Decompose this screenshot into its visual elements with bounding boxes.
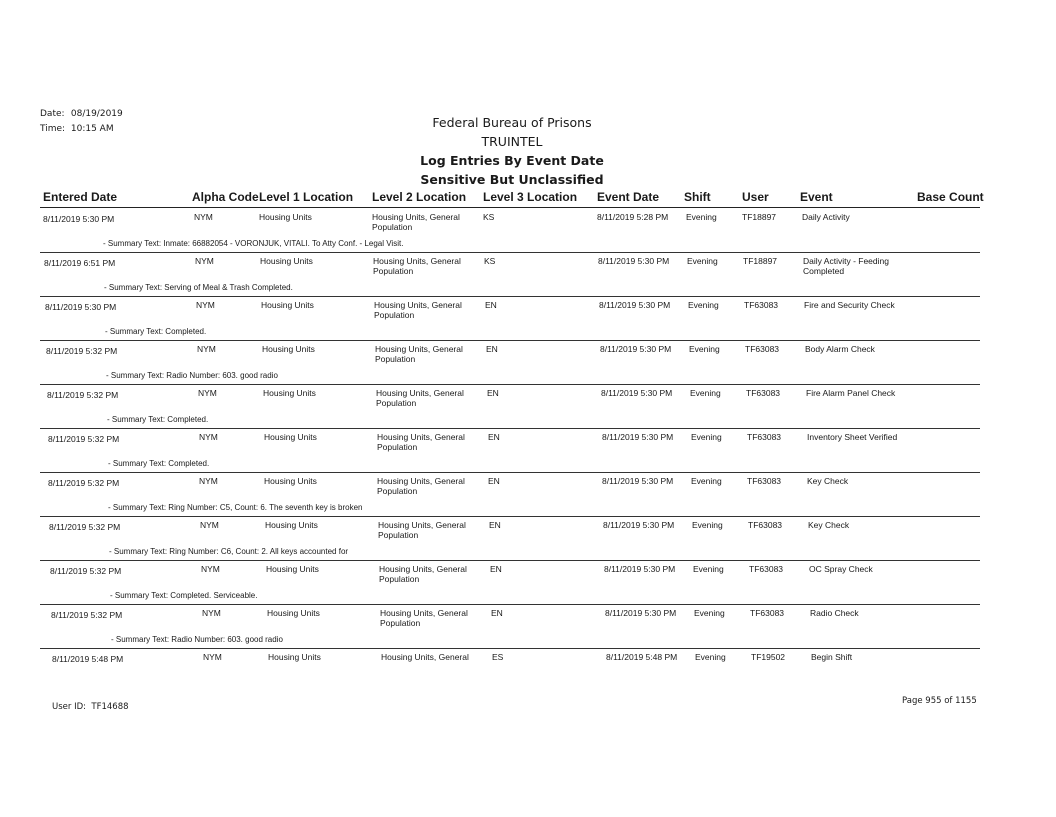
event-date-cell: 8/11/2019 5:28 PM <box>597 212 669 222</box>
level1-cell: Housing Units <box>260 256 313 266</box>
header-rule <box>40 207 980 208</box>
user-cell: TF63083 <box>748 520 783 530</box>
alpha-code-cell: NYM <box>197 344 216 354</box>
event-cell: Body Alarm Check <box>805 344 875 354</box>
summary-text: - Summary Text: Completed. <box>107 415 209 424</box>
alpha-code-cell: NYM <box>199 476 218 486</box>
row-divider <box>40 296 980 297</box>
level3-cell: EN <box>488 476 500 486</box>
shift-cell: Evening <box>688 300 719 310</box>
row-divider <box>40 472 980 473</box>
summary-text: - Summary Text: Completed. Serviceable. <box>110 591 258 600</box>
level3-cell: EN <box>488 432 500 442</box>
user-cell: TF63083 <box>745 344 780 354</box>
footer-user-id-value: TF14688 <box>91 702 129 712</box>
level3-cell: EN <box>490 564 502 574</box>
col-header-event: Event <box>800 190 833 204</box>
user-cell: TF18897 <box>742 212 777 222</box>
alpha-code-cell: NYM <box>200 520 219 530</box>
user-cell: TF63083 <box>744 300 779 310</box>
user-cell: TF63083 <box>749 564 784 574</box>
level2-cell: Housing Units, General Population <box>376 388 464 408</box>
event-cell: Radio Check <box>810 608 859 618</box>
alpha-code-cell: NYM <box>198 388 217 398</box>
date-value: 08/19/2019 <box>70 109 123 119</box>
summary-text: - Summary Text: Ring Number: C5, Count: 6. The seventh key is broken <box>108 503 363 512</box>
entered-date-cell: 8/11/2019 5:32 PM <box>48 434 120 444</box>
event-date-cell: 8/11/2019 5:30 PM <box>600 344 672 354</box>
event-cell: Fire and Security Check <box>804 300 895 310</box>
alpha-code-cell: NYM <box>199 432 218 442</box>
level1-cell: Housing Units <box>262 344 315 354</box>
level1-cell: Housing Units <box>263 388 316 398</box>
report-title-block <box>0 113 1024 189</box>
event-date-cell: 8/11/2019 5:30 PM <box>602 476 674 486</box>
summary-text: - Summary Text: Inmate: 66882054 - VORONJUK, VITALI. To Atty Conf. - Legal Visit. <box>103 239 404 248</box>
row-divider <box>40 252 980 253</box>
level2-cell: Housing Units, General Population <box>378 520 466 540</box>
level1-cell: Housing Units <box>259 212 312 222</box>
event-date-cell: 8/11/2019 5:48 PM <box>606 652 678 662</box>
event-cell: Fire Alarm Panel Check <box>806 388 896 398</box>
level2-cell: Housing Units, General Population <box>374 300 462 320</box>
level2-cell: Housing Units, General Population <box>375 344 463 364</box>
shift-cell: Evening <box>695 652 726 662</box>
level3-cell: KS <box>483 212 495 222</box>
summary-text: - Summary Text: Completed. <box>108 459 210 468</box>
shift-cell: Evening <box>690 388 721 398</box>
event-cell: Key Check <box>807 476 849 486</box>
entered-date-cell: 8/11/2019 5:48 PM <box>52 654 124 664</box>
time-value: 10:15 AM <box>70 124 114 134</box>
user-cell: TF19502 <box>751 652 786 662</box>
level3-cell: EN <box>489 520 501 530</box>
event-date-cell: 8/11/2019 5:30 PM <box>598 256 670 266</box>
level2-cell: Housing Units, General Population <box>377 432 465 452</box>
date-label: Date: <box>40 109 65 119</box>
user-cell: TF63083 <box>747 476 782 486</box>
entered-date-cell: 8/11/2019 5:32 PM <box>47 390 119 400</box>
user-cell: TF63083 <box>746 388 781 398</box>
col-header-user: User <box>742 190 769 204</box>
entered-date-cell: 8/11/2019 5:32 PM <box>50 566 122 576</box>
user-cell: TF18897 <box>743 256 778 266</box>
level3-cell: KS <box>484 256 496 266</box>
level2-cell: Housing Units, General Population <box>377 476 465 496</box>
level2-cell: Housing Units, General Population <box>373 256 461 276</box>
level1-cell: Housing Units <box>261 300 314 310</box>
shift-cell: Evening <box>694 608 725 618</box>
shift-cell: Evening <box>691 476 722 486</box>
entered-date-cell: 8/11/2019 5:32 PM <box>49 522 121 532</box>
level1-cell: Housing Units <box>264 476 317 486</box>
page-number: Page 955 of 1155 <box>902 696 977 706</box>
level3-cell: EN <box>486 344 498 354</box>
row-divider <box>40 560 980 561</box>
alpha-code-cell: NYM <box>202 608 221 618</box>
level1-cell: Housing Units <box>268 652 321 662</box>
summary-text: - Summary Text: Radio Number: 603. good radio <box>106 371 278 380</box>
level2-cell: Housing Units, General Population <box>379 564 467 584</box>
user-cell: TF63083 <box>750 608 785 618</box>
event-date-cell: 8/11/2019 5:30 PM <box>603 520 675 530</box>
time-label: Time: <box>40 124 66 134</box>
col-header-level2-location: Level 2 Location <box>372 190 467 204</box>
alpha-code-cell: NYM <box>203 652 222 662</box>
col-header-level3-location: Level 3 Location <box>483 190 578 204</box>
event-date-cell: 8/11/2019 5:30 PM <box>602 432 674 442</box>
level1-cell: Housing Units <box>267 608 320 618</box>
level3-cell: EN <box>485 300 497 310</box>
entered-date-cell: 8/11/2019 5:32 PM <box>48 478 120 488</box>
summary-text: - Summary Text: Ring Number: C6, Count: 2. All keys accounted for <box>109 547 349 556</box>
summary-text: - Summary Text: Radio Number: 603. good radio <box>111 635 283 644</box>
level2-cell: Housing Units, General Population <box>380 608 468 628</box>
entered-date-cell: 8/11/2019 6:51 PM <box>44 258 116 268</box>
shift-cell: Evening <box>686 212 717 222</box>
level1-cell: Housing Units <box>265 520 318 530</box>
row-divider <box>40 516 980 517</box>
entered-date-cell: 8/11/2019 5:32 PM <box>46 346 118 356</box>
title-classification: Sensitive But Unclassified <box>420 172 604 187</box>
event-cell: Begin Shift <box>811 652 853 662</box>
level1-cell: Housing Units <box>264 432 317 442</box>
summary-text: - Summary Text: Serving of Meal & Trash Completed. <box>104 283 293 292</box>
row-divider <box>40 384 980 385</box>
title-org: Federal Bureau of Prisons <box>432 115 592 130</box>
event-cell: OC Spray Check <box>809 564 873 574</box>
event-date-cell: 8/11/2019 5:30 PM <box>599 300 671 310</box>
event-cell: Daily Activity - Feeding Completed <box>803 256 889 276</box>
entered-date-cell: 8/11/2019 5:30 PM <box>45 302 117 312</box>
event-date-cell: 8/11/2019 5:30 PM <box>604 564 676 574</box>
row-divider <box>40 604 980 605</box>
alpha-code-cell: NYM <box>194 212 213 222</box>
event-cell: Daily Activity <box>802 212 850 222</box>
col-header-level1-location: Level 1 Location <box>259 190 354 204</box>
footer-user-id-label: User ID: <box>52 702 86 712</box>
alpha-code-cell: NYM <box>201 564 220 574</box>
col-header-entered-date: Entered Date <box>43 190 118 204</box>
col-header-shift: Shift <box>684 190 711 204</box>
level3-cell: ES <box>492 652 504 662</box>
title-report: Log Entries By Event Date <box>420 153 604 168</box>
alpha-code-cell: NYM <box>195 256 214 266</box>
shift-cell: Evening <box>691 432 722 442</box>
level2-cell: Housing Units, General Population <box>372 212 460 232</box>
row-divider <box>40 428 980 429</box>
event-date-cell: 8/11/2019 5:30 PM <box>601 388 673 398</box>
level2-cell: Housing Units, General <box>381 652 469 662</box>
event-cell: Key Check <box>808 520 850 530</box>
summary-text: - Summary Text: Completed. <box>105 327 207 336</box>
shift-cell: Evening <box>693 564 724 574</box>
event-cell: Inventory Sheet Verified <box>807 432 898 442</box>
entered-date-cell: 8/11/2019 5:30 PM <box>43 214 115 224</box>
shift-cell: Evening <box>687 256 718 266</box>
col-header-alpha-code: Alpha Code <box>192 190 259 204</box>
col-header-base-count: Base Count <box>917 190 984 204</box>
title-system: TRUINTEL <box>481 134 543 149</box>
event-date-cell: 8/11/2019 5:30 PM <box>605 608 677 618</box>
shift-cell: Evening <box>692 520 723 530</box>
alpha-code-cell: NYM <box>196 300 215 310</box>
row-divider <box>40 648 980 649</box>
level1-cell: Housing Units <box>266 564 319 574</box>
level3-cell: EN <box>491 608 503 618</box>
level3-cell: EN <box>487 388 499 398</box>
user-cell: TF63083 <box>747 432 782 442</box>
footer-user-id <box>52 702 129 712</box>
col-header-event-date: Event Date <box>597 190 660 204</box>
shift-cell: Evening <box>689 344 720 354</box>
entered-date-cell: 8/11/2019 5:32 PM <box>51 610 123 620</box>
row-divider <box>40 340 980 341</box>
